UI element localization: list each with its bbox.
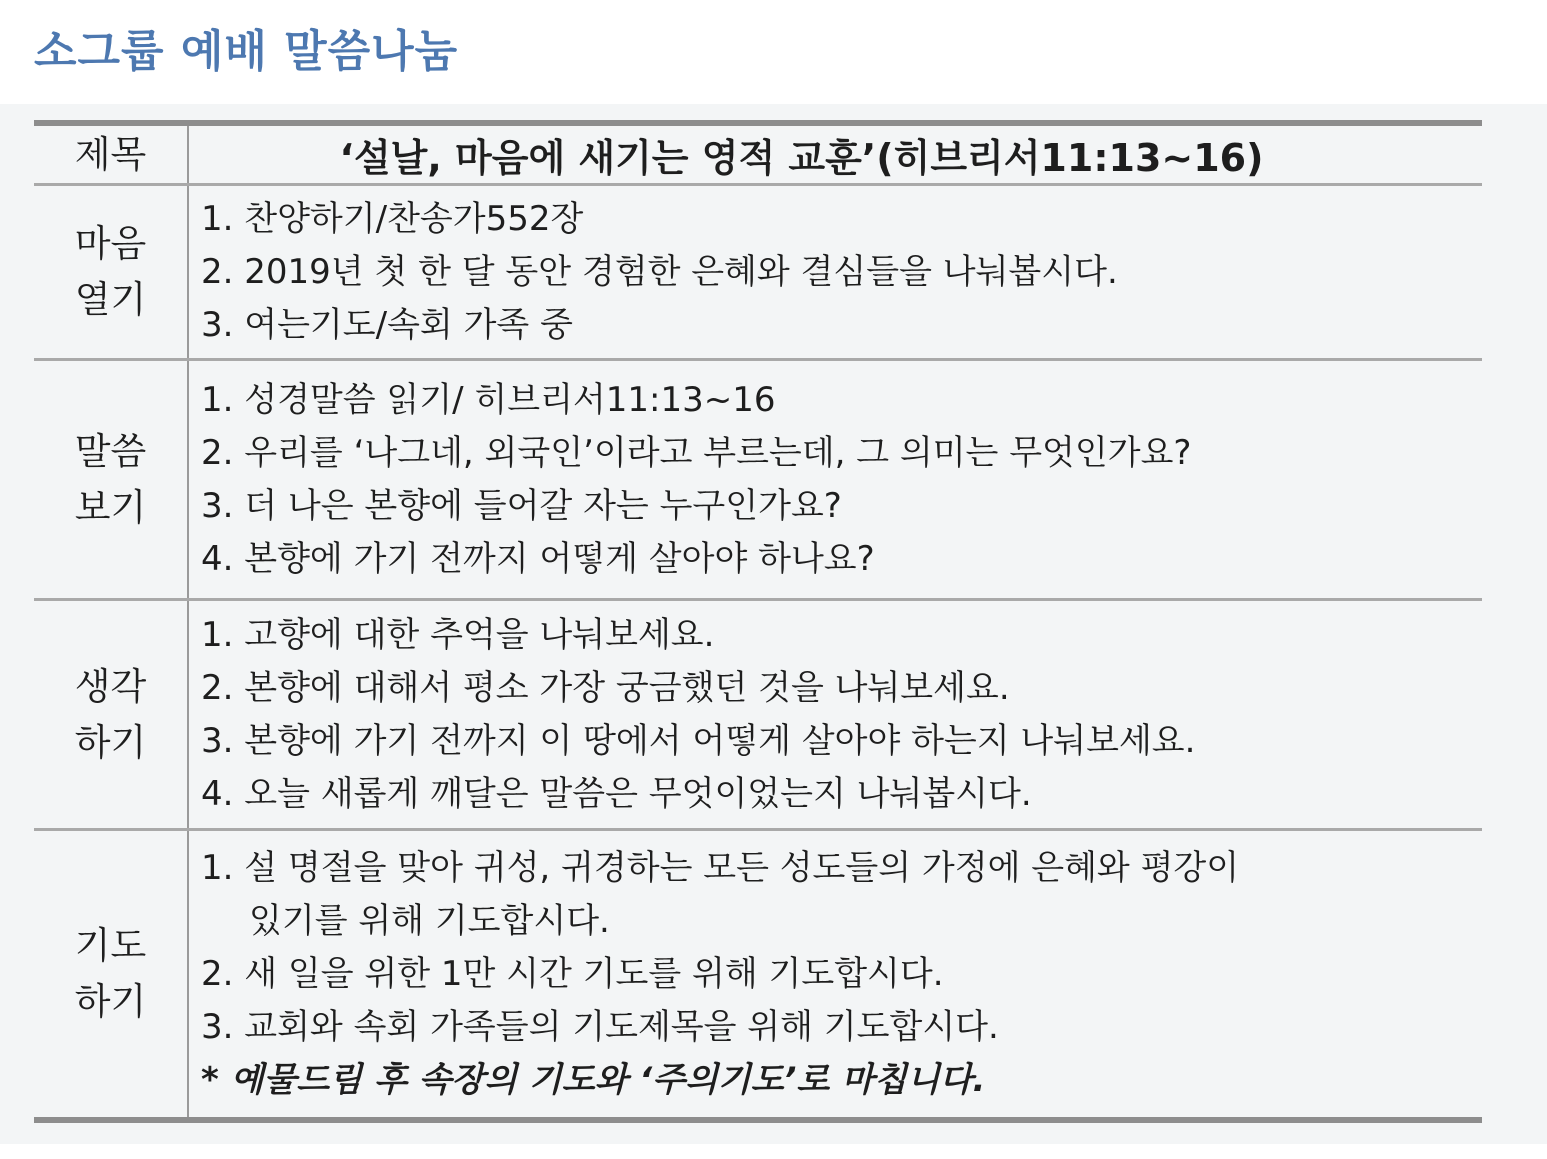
closing-note: * 예물드림 후 속장의 기도와 ‘주의기도’로 마칩니다. bbox=[201, 1059, 986, 1100]
row-heading-scripture bbox=[34, 361, 189, 598]
list-item: 3. 본향에 가기 전까지 이 땅에서 어떻게 살아야 하는지 나눠보세요. bbox=[201, 720, 1196, 761]
row-heading-line: 보기 bbox=[74, 485, 147, 529]
section-items bbox=[189, 831, 1482, 1117]
list-item: 2. 우리를 ‘나그네, 외국인’이라고 부르는데, 그 의미는 무엇인가요? bbox=[201, 432, 1192, 473]
section-items bbox=[189, 361, 1482, 598]
list-item-continuation: 있기를 위해 기도합시다. bbox=[249, 900, 610, 941]
list-item: 1. 성경말씀 읽기/ 히브리서11:13~16 bbox=[201, 379, 776, 420]
list-item: 4. 오늘 새롭게 깨달은 말씀은 무엇이었는지 나눠봅시다. bbox=[201, 773, 1032, 814]
section-row-scripture bbox=[34, 361, 1482, 601]
row-heading-line: 열기 bbox=[74, 278, 147, 321]
list-item: 3. 교회와 속회 가족들의 기도제목을 위해 기도합시다. bbox=[201, 1006, 999, 1047]
sermon-title: ‘설날, 마음에 새기는 영적 교훈’(히브리서11:13~16) bbox=[339, 136, 1264, 180]
row-heading-line: 하기 bbox=[74, 720, 147, 764]
list-item: 1. 설 명절을 맞아 귀성, 귀경하는 모든 성도들의 가정에 은혜와 평강이 bbox=[201, 847, 1240, 888]
section-row-opening bbox=[34, 186, 1482, 361]
list-item: 1. 고향에 대한 추억을 나눠보세요. bbox=[201, 614, 715, 655]
row-heading-line: 기도 bbox=[74, 924, 147, 967]
list-item: 3. 여는기도/속회 가족 중 bbox=[201, 304, 573, 345]
worship-table bbox=[34, 120, 1482, 1123]
row-heading-line: 생각 bbox=[74, 664, 147, 708]
section-items bbox=[189, 186, 1482, 358]
row-heading-prayer bbox=[34, 831, 189, 1117]
row-heading-line: 말씀 bbox=[74, 429, 147, 473]
list-item: 3. 더 나은 본향에 들어갈 자는 누구인가요? bbox=[201, 485, 842, 526]
row-heading-line: 마음 bbox=[74, 222, 147, 265]
list-item: 2. 본향에 대해서 평소 가장 궁금했던 것을 나눠보세요. bbox=[201, 667, 1010, 708]
row-heading-line: 제목 bbox=[74, 132, 147, 176]
row-heading-reflection bbox=[34, 601, 189, 828]
section-row-reflection bbox=[34, 601, 1482, 831]
row-heading-title bbox=[34, 126, 189, 183]
list-item: 2. 새 일을 위한 1만 시간 기도를 위해 기도합시다. bbox=[201, 953, 944, 994]
list-item: 4. 본향에 가기 전까지 어떻게 살아야 하나요? bbox=[201, 538, 875, 579]
title-row bbox=[34, 120, 1482, 186]
section-row-prayer bbox=[34, 831, 1482, 1123]
page-title: 소그룹 예배 말씀나눔 bbox=[34, 26, 459, 77]
sermon-title-cell bbox=[189, 126, 1482, 183]
section-items bbox=[189, 601, 1482, 828]
list-item: 2. 2019년 첫 한 달 동안 경험한 은혜와 결심들을 나눠봅시다. bbox=[201, 251, 1118, 292]
list-item: 1. 찬양하기/찬송가552장 bbox=[201, 198, 584, 239]
row-heading-line: 하기 bbox=[74, 980, 147, 1023]
row-heading-opening bbox=[34, 186, 189, 358]
